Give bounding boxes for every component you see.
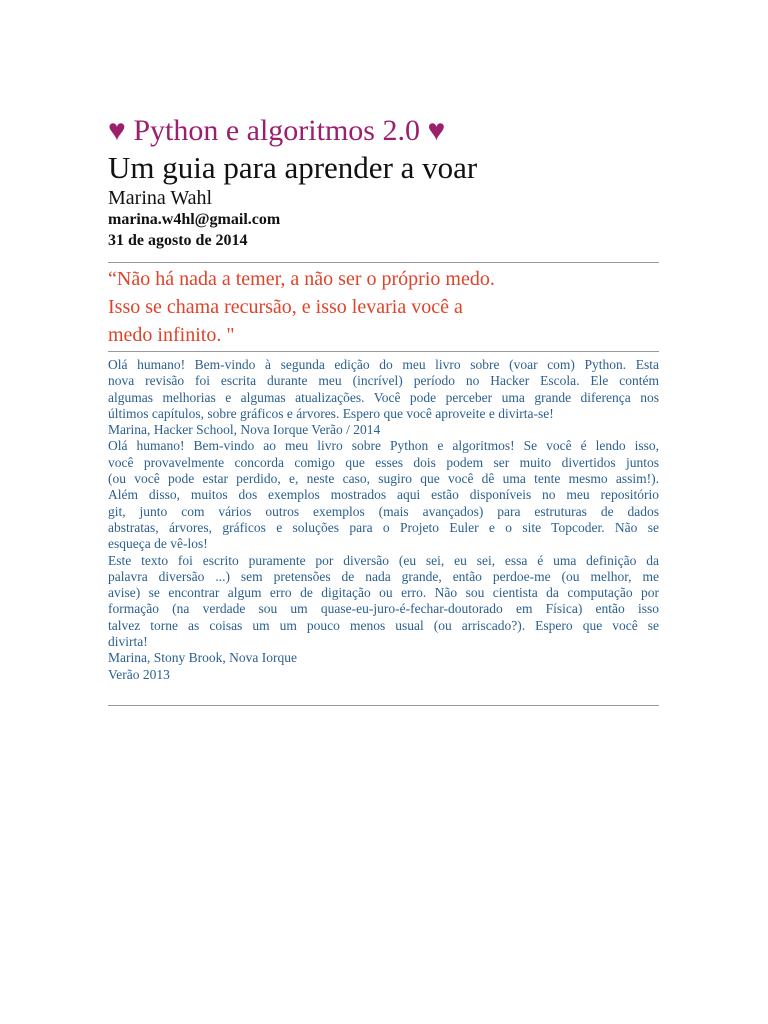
preface-text bbox=[108, 357, 659, 683]
quote-line: Isso se chama recursão, e isso levaria você a bbox=[108, 296, 463, 318]
preface-line: últimos capítulos, sobre gráficos e árvores. Espero que você aproveite e divirta-se! bbox=[108, 405, 554, 421]
book-title: ♥ Python e algoritmos 2.0 ♥ bbox=[108, 114, 446, 147]
preface-line: avise) se encontrar algum erro de digitação ou erro. Não sou cientista da computação por bbox=[108, 585, 659, 601]
preface-line: Olá humano! Bem-vindo à segunda edição do meu livro sobre (voar com) Python. Esta bbox=[108, 357, 659, 372]
preface-line: nova revisão foi escrita durante meu (incrível) período no Hacker Escola. Ele contém bbox=[108, 373, 659, 389]
preface-line: divirta! bbox=[108, 634, 148, 650]
divider-bottom bbox=[108, 705, 659, 706]
publication-date: 31 de agosto de 2014 bbox=[108, 232, 248, 249]
preface-line: Este texto foi escrito puramente por diversão (eu sei, eu sei, essa é uma definição da bbox=[108, 552, 659, 568]
epigraph-quote bbox=[108, 265, 578, 349]
preface-line: formação (na verdade sou um quase-eu-juro-é-fechar-doutorado em Física) então isso bbox=[108, 601, 659, 617]
preface-line: abstratas, árvores, gráficos e soluções para o Projeto Euler e o site Topcoder. Não se bbox=[108, 519, 659, 535]
preface-signature: Marina, Stony Brook, Nova Iorque bbox=[108, 650, 297, 666]
preface-line: esqueça de vê-los! bbox=[108, 536, 208, 552]
book-subtitle: Um guia para aprender a voar bbox=[108, 150, 478, 185]
author-email: marina.w4hl@gmail.com bbox=[108, 211, 281, 228]
preface-line: talvez torne as coisas um um pouco menos usual (ou arriscado?). Espero que você se bbox=[108, 617, 659, 633]
preface-line: git, junto com vários outros exemplos (mais avançados) para estruturas de dados bbox=[108, 503, 659, 519]
preface-line: Além disso, muitos dos exemplos mostrados aqui estão disponíveis no meu repositório bbox=[108, 487, 659, 503]
preface-line: algumas melhorias e algumas atualizações. Você pode perceber uma grande diferença nos bbox=[108, 389, 659, 405]
quote-line: “Não há nada a temer, a não ser o próprio medo. bbox=[108, 268, 495, 290]
divider-middle bbox=[108, 351, 659, 352]
quote-line: medo infinito. " bbox=[108, 324, 235, 346]
author-name: Marina Wahl bbox=[108, 187, 213, 209]
preface-line: (ou você pode estar perdido, e, neste caso, sugiro que você dê uma tente mesmo assim!). bbox=[108, 471, 659, 487]
preface-line: palavra diversão ...) sem pretensões de nada grande, então perdoe-me (ou melhor, me bbox=[108, 568, 659, 584]
preface-line: Olá humano! Bem-vindo ao meu livro sobre Python e algoritmos! Se você é lendo isso, bbox=[108, 438, 659, 454]
preface-signature: Marina, Hacker School, Nova Iorque Verão / 2014 bbox=[108, 422, 381, 438]
preface-signature: Verão 2013 bbox=[108, 666, 170, 682]
preface-line: você provavelmente concorda comigo que esses dois podem ser muito divertidos juntos bbox=[108, 454, 659, 470]
divider-top bbox=[108, 262, 659, 263]
